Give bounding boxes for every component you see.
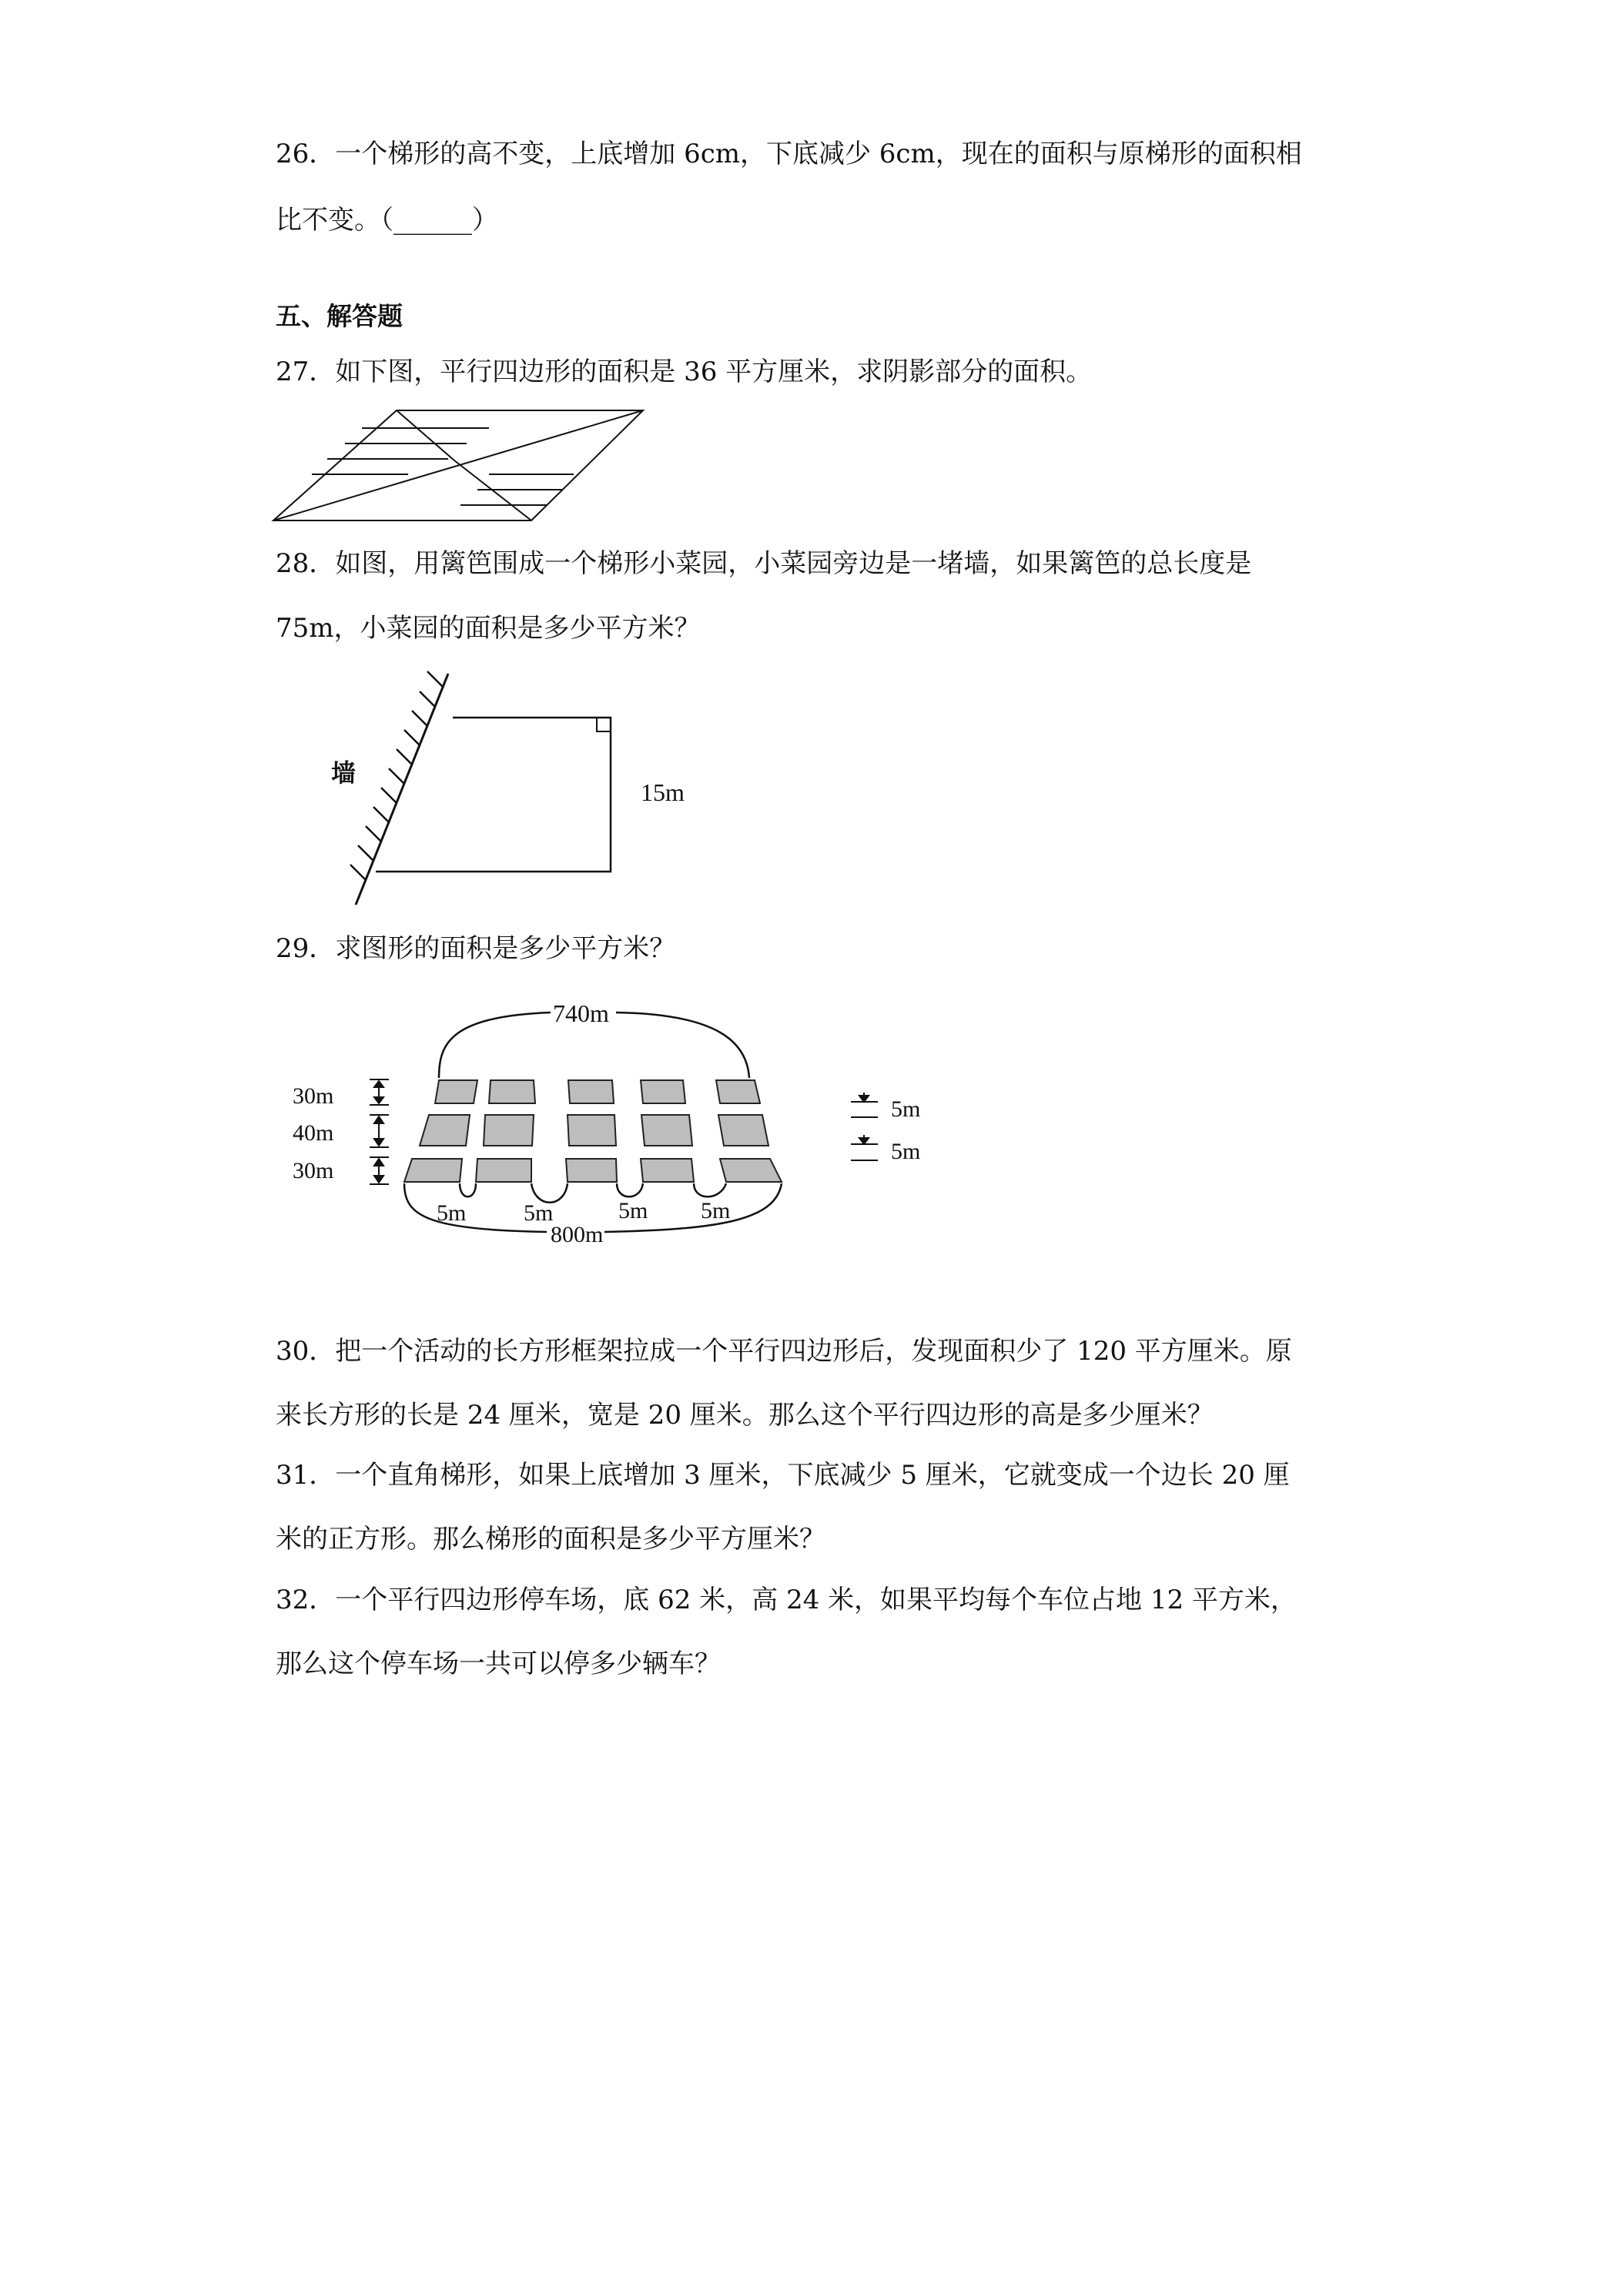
triangle-left-side bbox=[397, 410, 454, 460]
bottom-gap-label-2: 5m bbox=[524, 1200, 554, 1226]
plot bbox=[568, 1080, 614, 1103]
plot bbox=[641, 1080, 685, 1103]
left-dimension-arrows bbox=[370, 1079, 389, 1184]
q30-line1: 30．把一个活动的长方形框架拉成一个平行四边形后，发现面积少了 120 平方厘米。原 bbox=[276, 1336, 1292, 1367]
right-angle-mark bbox=[597, 718, 611, 731]
row2-plots bbox=[420, 1115, 768, 1146]
row3-plots bbox=[404, 1159, 782, 1182]
top-length-label: 740m bbox=[553, 999, 609, 1027]
wall-hatching bbox=[350, 671, 443, 880]
bottom-gap-label-1: 5m bbox=[437, 1200, 467, 1226]
plot bbox=[641, 1115, 692, 1146]
q26-line2: 比不变。（______） bbox=[276, 205, 498, 236]
q29-field-figure bbox=[289, 989, 920, 1297]
plot bbox=[489, 1080, 535, 1103]
right-gap-label-1: 5m bbox=[891, 1096, 920, 1122]
q31-line2: 米的正方形。那么梯形的面积是多少平方厘米？ bbox=[276, 1524, 825, 1555]
q27-text: 27．如下图，平行四边形的面积是 36 平方厘米，求阴影部分的面积。 bbox=[276, 356, 1093, 387]
row1-plots bbox=[435, 1080, 760, 1103]
bottom-length-label: 800m bbox=[551, 1222, 604, 1247]
plot bbox=[568, 1115, 616, 1146]
q30-line2: 来长方形的长是 24 厘米，宽是 20 厘米。那么这个平行四边形的高是多少厘米？ bbox=[276, 1400, 1214, 1431]
q31-line1: 31．一个直角梯形，如果上底增加 3 厘米，下底减少 5 厘米，它就变成一个边长 20 厘 bbox=[276, 1460, 1290, 1491]
row1-height-label: 30m bbox=[293, 1083, 334, 1109]
fence-outline bbox=[376, 718, 611, 872]
height-label: 15m bbox=[641, 778, 685, 806]
plot bbox=[484, 1115, 534, 1146]
plot bbox=[718, 1115, 768, 1146]
plot bbox=[435, 1080, 477, 1103]
q28-line2: 75m，小菜园的面积是多少平方米？ bbox=[276, 613, 701, 644]
bottom-gap-label-4: 5m bbox=[701, 1198, 731, 1223]
row2-height-label: 40m bbox=[293, 1120, 334, 1146]
row3-height-label: 30m bbox=[293, 1158, 334, 1183]
section-heading: 五、解答题 bbox=[276, 301, 403, 331]
plot bbox=[420, 1115, 470, 1146]
right-gap-arrows bbox=[851, 1093, 878, 1160]
wall-label: 墙 bbox=[331, 759, 357, 787]
q32-line2: 那么这个停车场一共可以停多少辆车？ bbox=[276, 1648, 721, 1679]
wall-line bbox=[356, 674, 448, 905]
q32-line1: 32．一个平行四边形停车场，底 62 米，高 24 米，如果平均每个车位占地 12 平方米， bbox=[276, 1585, 1297, 1615]
plot bbox=[476, 1159, 531, 1182]
q28-line1: 28．如图，用篱笆围成一个梯形小菜园，小菜园旁边是一堵墙，如果篱笆的总长度是 bbox=[276, 548, 1252, 579]
plot bbox=[720, 1159, 782, 1182]
q29-text: 29．求图形的面积是多少平方米？ bbox=[276, 933, 676, 964]
plot bbox=[566, 1159, 617, 1182]
right-gap-label-2: 5m bbox=[891, 1139, 920, 1164]
plot bbox=[641, 1159, 694, 1182]
plot bbox=[404, 1159, 462, 1182]
plot bbox=[716, 1080, 760, 1103]
q26-line1: 26．一个梯形的高不变，上底增加 6cm，下底减少 6cm，现在的面积与原梯形的面积相 bbox=[276, 139, 1302, 169]
bottom-gap-label-3: 5m bbox=[618, 1198, 648, 1223]
q28-garden-figure bbox=[323, 670, 724, 916]
gap-notches bbox=[460, 1183, 726, 1203]
q27-parallelogram-figure bbox=[270, 407, 655, 530]
